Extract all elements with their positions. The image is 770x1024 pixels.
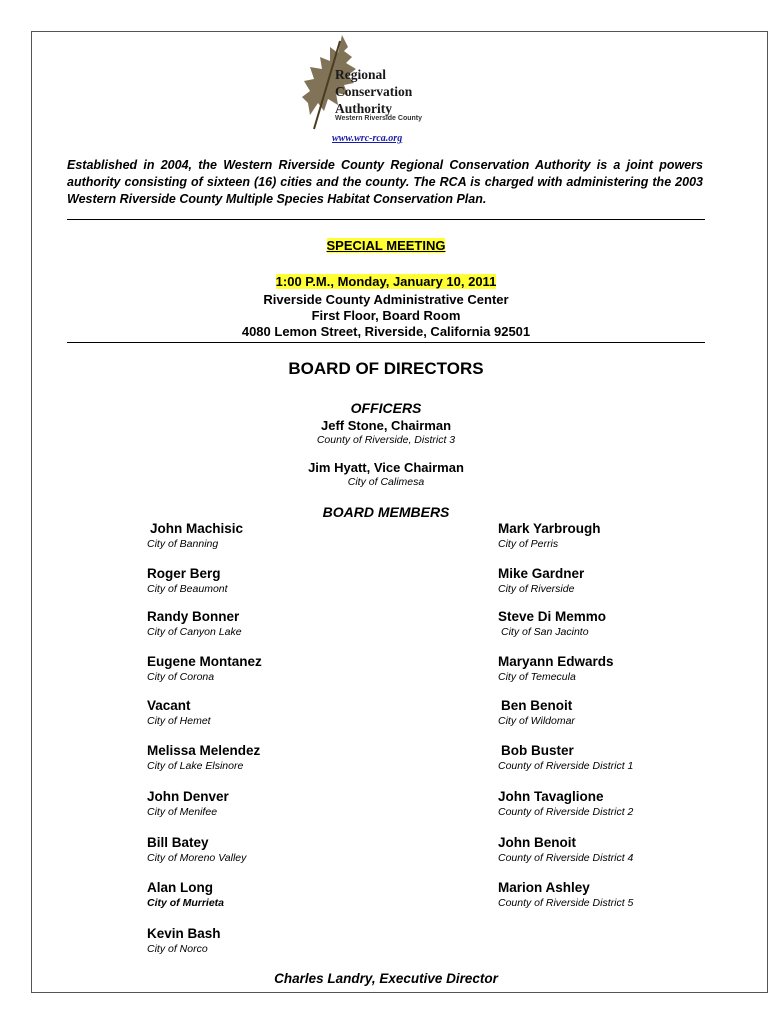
- member-name: Marion Ashley: [498, 880, 590, 895]
- member-right: [498, 654, 614, 684]
- member-right: [498, 789, 633, 819]
- member-name: Melissa Melendez: [147, 743, 261, 758]
- member-name: John Machisic: [150, 521, 244, 536]
- member-right: [498, 609, 606, 639]
- member-affiliation: City of Wildomar: [498, 715, 575, 727]
- member-name: Bob Buster: [501, 743, 574, 758]
- member-name: Steve Di Memmo: [498, 609, 607, 624]
- member-left: [147, 521, 244, 551]
- location-line-3: 4080 Lemon Street, Riverside, California 92501: [241, 324, 531, 339]
- member-name: Maryann Edwards: [498, 654, 614, 669]
- member-affiliation: City of Beaumont: [147, 583, 228, 595]
- member-name: John Benoit: [498, 835, 576, 850]
- member-affiliation: County of Riverside District 4: [498, 852, 634, 864]
- member-affiliation: City of Hemet: [147, 715, 211, 727]
- member-affiliation: County of Riverside District 5: [498, 897, 634, 909]
- board-members-heading: BOARD MEMBERS: [322, 504, 450, 520]
- member-left: [147, 654, 262, 684]
- member-right: [498, 880, 633, 910]
- member-right: [498, 698, 575, 728]
- logo-wordmark: [335, 66, 412, 117]
- logo-line-authority: Authority: [335, 101, 392, 116]
- member-name: Alan Long: [147, 880, 213, 895]
- meeting-type: [67, 238, 705, 253]
- member-affiliation: County of Riverside District 2: [498, 806, 634, 818]
- divider-top: [67, 219, 705, 220]
- divider-middle: [67, 342, 705, 343]
- chair-affiliation: County of Riverside, District 3: [316, 434, 456, 446]
- member-name: John Denver: [147, 789, 229, 804]
- member-name: Mike Gardner: [498, 566, 585, 581]
- location-line-1: Riverside County Administrative Center: [263, 292, 509, 307]
- meeting-type-label: SPECIAL MEETING: [326, 238, 446, 253]
- executive-director: Charles Landry, Executive Director: [274, 971, 498, 986]
- member-right: [498, 743, 634, 773]
- member-name: Eugene Montanez: [147, 654, 262, 669]
- logo-line-conservation: Conservation: [335, 84, 413, 99]
- member-affiliation: County of Riverside District 1: [498, 760, 634, 772]
- member-right: [498, 521, 601, 551]
- member-name: Kevin Bash: [147, 926, 221, 941]
- member-name: Randy Bonner: [147, 609, 240, 624]
- vice-chair-name: Jim Hyatt, Vice Chairman: [308, 460, 464, 475]
- member-left: [147, 609, 242, 639]
- member-affiliation: City of Canyon Lake: [147, 626, 242, 638]
- member-left: [147, 880, 224, 910]
- member-affiliation: City of Menifee: [147, 806, 218, 818]
- member-name: Vacant: [147, 698, 191, 713]
- member-name: Mark Yarbrough: [498, 521, 601, 536]
- member-name: Roger Berg: [147, 566, 221, 581]
- intro-paragraph: Established in 2004, the Western Riverside County Regional Conservation Authority is a joint powers authority consisting of sixteen (16) cities and the county. The RCA is charged with administering the 2003 Western Riverside County Multiple Species Habitat Conservation Plan.: [67, 158, 703, 206]
- location-line-2: First Floor, Board Room: [311, 308, 461, 323]
- member-affiliation: City of Murrieta: [147, 897, 225, 909]
- member-name: Ben Benoit: [501, 698, 573, 713]
- member-right: [498, 566, 584, 596]
- vice-chair-affiliation: City of Calimesa: [347, 476, 425, 488]
- member-left: [147, 835, 246, 865]
- meeting-time-label: 1:00 P.M., Monday, January 10, 2011: [275, 274, 497, 289]
- member-affiliation: City of Riverside: [498, 583, 575, 595]
- member-left: [147, 698, 211, 728]
- meeting-time: [67, 274, 705, 289]
- meeting-location: [67, 292, 705, 340]
- logo-subtitle: Western Riverside County: [335, 115, 423, 122]
- member-affiliation: City of Corona: [147, 671, 215, 683]
- member-affiliation: City of Moreno Valley: [147, 852, 247, 864]
- member-left: [147, 743, 260, 773]
- member-affiliation: City of Perris: [498, 538, 559, 550]
- member-affiliation: City of San Jacinto: [501, 626, 589, 638]
- member-name: John Tavaglione: [498, 789, 604, 804]
- officers-heading: OFFICERS: [350, 400, 422, 416]
- logo-line-regional: Regional: [335, 67, 387, 82]
- member-left: [147, 566, 228, 596]
- member-right: [498, 835, 633, 865]
- member-affiliation: City of Norco: [147, 943, 208, 955]
- website-link[interactable]: www.wrc-rca.org: [332, 133, 403, 144]
- member-affiliation: City of Banning: [147, 538, 219, 550]
- member-name: Bill Batey: [147, 835, 209, 850]
- chair-name: Jeff Stone, Chairman: [320, 418, 452, 433]
- board-title: BOARD OF DIRECTORS: [288, 359, 484, 378]
- member-affiliation: City of Temecula: [498, 671, 576, 683]
- member-left: [147, 789, 229, 819]
- member-left: [147, 926, 221, 956]
- member-affiliation: City of Lake Elsinore: [147, 760, 244, 772]
